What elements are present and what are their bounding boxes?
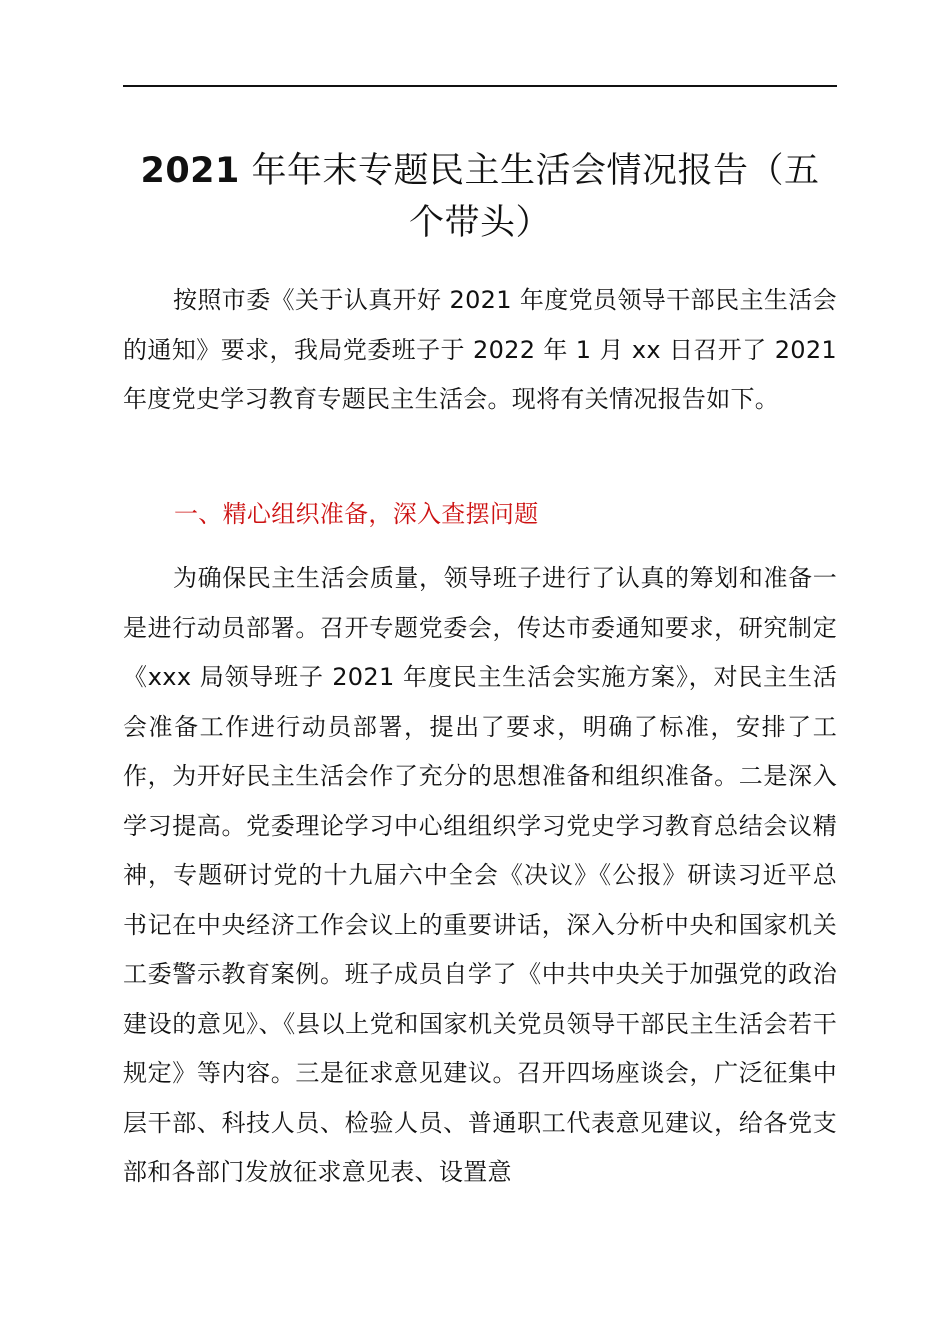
intro-paragraph: 按照市委《关于认真开好 2021 年度党员领导干部民主生活会的通知》要求，我局党委班子于 2022 年 1 月 xx 日召开了 2021 年度党史学习教育专题民主生活会。现将有关情况报告如下。	[123, 286, 837, 413]
title-year: 2021	[140, 151, 240, 191]
section-heading-1: 一、精心组织准备，深入查摆问题	[174, 500, 539, 528]
title-text: 年年末专题民主生活会情况报告（五个带头）	[239, 151, 820, 243]
document-title	[123, 145, 837, 249]
header-rule	[123, 85, 837, 87]
section1-paragraph: 为确保民主生活会质量，领导班子进行了认真的筹划和准备一是进行动员部署。召开专题党委会，传达市委通知要求，研究制定《xxx 局领导班子 2021 年度民主生活会实施方案》，对民主生活会准备工作进行动员部署，提出了要求，明确了标准，安排了工作，为开好民主生活会作了充分的思想准备和组织准备。二是深入学习提高。党委理论学习中心组组织学习党史学习教育总结会议精神，专题研讨党的十九届六中全会《决议》《公报》研读习近平总书记在中央经济工作会议上的重要讲话，深入分析中央和国家机关工委警示教育案例。班子成员自学了《中共中央关于加强党的政治建设的意见》、《县以上党和国家机关党员领导干部民主生活会若干规定》等内容。三是征求意见建议。召开四场座谈会，广泛征集中层干部、科技人员、检验人员、普通职工代表意见建议，给各党支部和各部门发放征求意见表、设置意	[123, 564, 837, 1186]
